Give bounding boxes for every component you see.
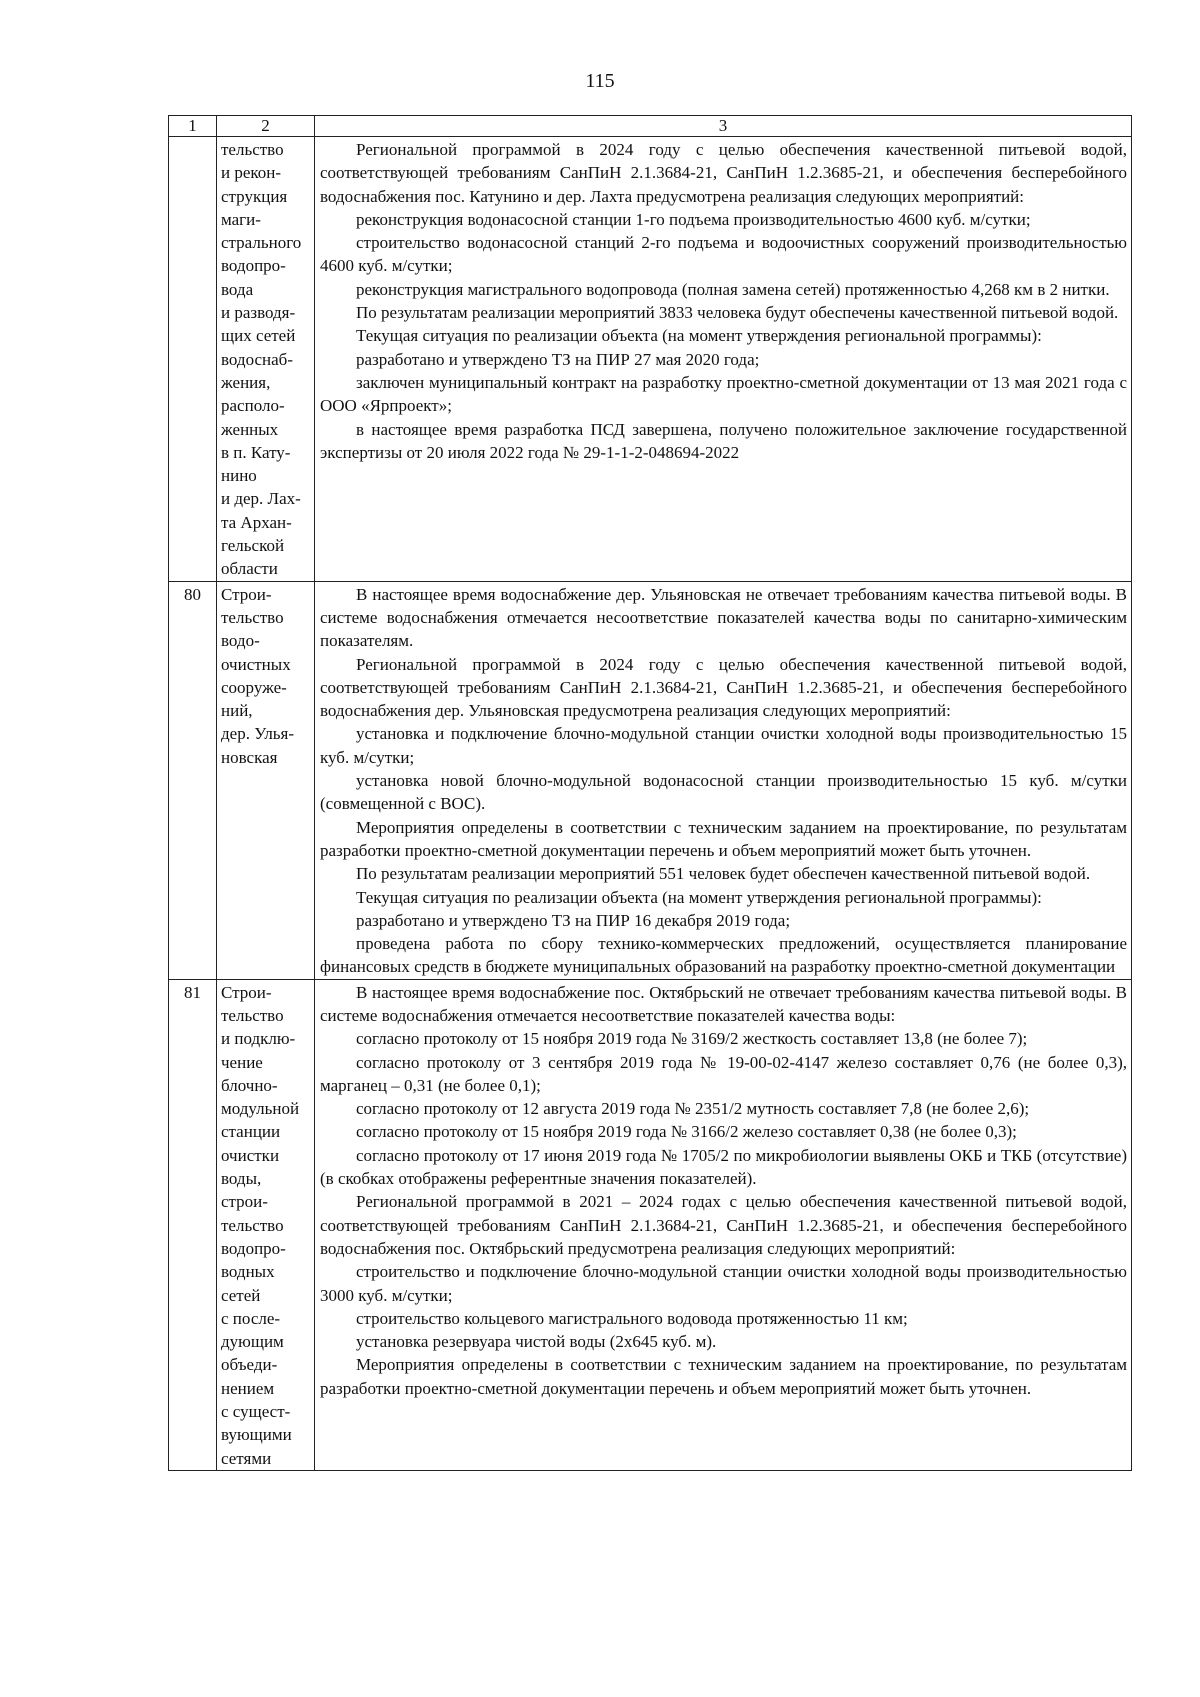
object-name-line: тельство (221, 1215, 284, 1235)
description-paragraph: Мероприятия определены в соответствии с техническим заданием на проектирование, по результатам разработки проектно-сметной документации перечень и объем мероприятий может быть уточнен. (320, 817, 1127, 860)
object-name-line: нино (221, 466, 257, 486)
description-paragraph: согласно протоколу от 17 июня 2019 года № 1705/2 по микробиологии выявлены ОКБ и ТКБ (отсутствие) (в скобках отображены референтные значения показателей). (320, 1145, 1127, 1189)
description-paragraph: Текущая ситуация по реализации объекта (на момент утверждения региональной программы): (356, 326, 1042, 346)
description-paragraph: проведена работа по сбору технико-коммерческих предложений, осуществляется планирование финансовых средств в бюджете муниципальных образований на разработку проектно-сметной документации (320, 934, 1127, 977)
description-paragraph: По результатам реализации мероприятий 3833 человека будут обеспечены качественной питьевой водой. (356, 303, 1119, 323)
object-name-line: и подклю- (221, 1029, 296, 1049)
description-paragraph: По результатам реализации мероприятий 551 человек будет обеспечен качественной питьевой водой. (356, 864, 1091, 884)
object-name-line: сетями (221, 1448, 272, 1468)
description-paragraph: В настоящее время водоснабжение дер. Ульяновская не отвечает требованиям качества питьевой воды. В системе водоснабжения отмечается несоответствие показателей качества воды по санитарно-химическим показателям. (320, 584, 1127, 651)
description-paragraph: строительство водонасосной станций 2-го подъема и водоочистных сооружений производительностью 4600 куб. м/сутки; (320, 233, 1127, 276)
object-name-line: нением (221, 1378, 275, 1398)
object-name-cell (217, 581, 315, 979)
description-paragraph: строительство кольцевого магистрального водовода протяженностью 11 км; (356, 1308, 908, 1328)
description-paragraph: установка и подключение блочно-модульной станции очистки холодной воды производительностью 15 куб. м/сутки; (320, 724, 1127, 767)
object-name-line: и дер. Лах- (221, 489, 301, 509)
description-paragraph: Текущая ситуация по реализации объекта (на момент утверждения региональной программы): (356, 887, 1042, 907)
object-name-line: области (221, 559, 278, 579)
table-body (169, 137, 1132, 1471)
object-name-line: сетей (221, 1285, 261, 1305)
object-name-line: дер. Улья- (221, 724, 295, 744)
object-name-line: тельство (221, 607, 284, 627)
header-col-2: 2 (217, 116, 315, 137)
description-paragraph: Региональной программой в 2024 году с целью обеспечения качественной питьевой водой, соответствующей требованиям СанПиН 2.1.3684-21, СанПиН 1.2.3685-21, и обеспечения бесперебойного водоснабжения пос. Катунино и дер. Лахта предусмотрена реализация следующих мероприятий: (320, 140, 1127, 206)
description-paragraph: заключен муниципальный контракт на разработку проектно-сметной документации от 13 мая 2021 года с ООО «Ярпроект»; (320, 372, 1127, 416)
row-number (169, 137, 217, 582)
object-name-line: вода (221, 279, 254, 299)
object-name-line: водоснаб- (221, 349, 293, 369)
object-name-line: тельство (221, 140, 284, 159)
object-name-line: Строи- (221, 982, 272, 1002)
description-paragraph: разработано и утверждено ТЗ на ПИР 27 мая 2020 года; (356, 349, 760, 369)
description-paragraph: установка новой блочно-модульной водонасосной станции производительностью 15 куб. м/сутки (совмещенной с ВОС). (320, 771, 1127, 814)
object-name-line: станции (221, 1122, 281, 1142)
object-name-line: воды, (221, 1169, 262, 1189)
description-paragraph: согласно протоколу от 15 ноября 2019 года № 3169/2 жесткость составляет 13,8 (не более 7); (356, 1029, 1028, 1049)
object-name-line: строи- (221, 1192, 268, 1212)
description-paragraph: Мероприятия определены в соответствии с техническим заданием на проектирование, по результатам разработки проектно-сметной документации перечень и объем мероприятий может быть уточнен. (320, 1355, 1127, 1398)
description-paragraph: согласно протоколу от 12 августа 2019 года № 2351/2 мутность составляет 7,8 (не более 2,6); (356, 1099, 1030, 1119)
object-name-line: дующим (221, 1332, 284, 1352)
object-name-line: и рекон- (221, 163, 282, 183)
object-name-line: очистки (221, 1145, 280, 1165)
object-name-line: водных (221, 1262, 275, 1282)
description-cell (315, 137, 1132, 582)
object-name-line: тельство (221, 1005, 284, 1025)
object-name-line: располо- (221, 396, 285, 416)
object-name-cell (217, 137, 315, 582)
object-name-line: сооруже- (221, 677, 287, 697)
object-name-line: водопро- (221, 1238, 286, 1258)
description-paragraph: согласно протоколу от 15 ноября 2019 года № 3166/2 железо составляет 0,38 (не более 0,3); (356, 1122, 1017, 1142)
object-name-line: чение (221, 1052, 263, 1072)
object-name-line: с после- (221, 1308, 281, 1328)
object-name-line: ний, (221, 701, 253, 721)
header-col-3: 3 (315, 116, 1132, 137)
object-name-line: водо- (221, 631, 260, 651)
table-row (169, 979, 1132, 1470)
object-name-line: Строи- (221, 584, 272, 604)
object-name-line: водопро- (221, 256, 286, 276)
object-name-line: с сущест- (221, 1402, 291, 1422)
header-col-1: 1 (169, 116, 217, 137)
object-name-line: блочно- (221, 1075, 278, 1095)
object-name-line: в п. Кату- (221, 442, 291, 462)
object-name-line: женных (221, 419, 279, 439)
object-name-line: маги- (221, 209, 261, 229)
description-paragraph: в настоящее время разработка ПСД завершена, получено положительное заключение государственной экспертизы от 20 июля 2022 года № 29-1-1-2-048694-2022 (320, 419, 1127, 462)
object-name-line: жения, (221, 372, 271, 392)
object-name-line: стрального (221, 233, 302, 253)
row-number: 80 (169, 581, 217, 979)
object-name-line: модульной (221, 1099, 300, 1119)
object-name-line: объеди- (221, 1355, 278, 1375)
description-cell (315, 581, 1132, 979)
description-paragraph: Региональной программой в 2024 году с целью обеспечения качественной питьевой водой, соответствующей требованиям СанПиН 2.1.3684-21, СанПиН 1.2.3685-21, и обеспечения бесперебойного водоснабжения дер. Ульяновская предусмотрена реализация следующих мероприятий: (320, 654, 1127, 721)
page-number: 115 (585, 70, 615, 92)
object-name-line: очистных (221, 654, 291, 674)
object-name-line: струкция (221, 186, 288, 206)
description-paragraph: установка резервуара чистой воды (2х645 куб. м). (356, 1332, 717, 1352)
description-paragraph: согласно протоколу от 3 сентября 2019 года № 19-00-02-4147 железо составляет 0,76 (не более 0,3), марганец – 0,31 (не более 0,1); (320, 1052, 1127, 1095)
description-paragraph: Региональной программой в 2021 – 2024 годах с целью обеспечения качественной питьевой водой, соответствующей требованиям СанПиН 2.1.3684-21, СанПиН 1.2.3685-21, и обеспечения бесперебойного водоснабжения пос. Октябрьский предусмотрена реализация следующих мероприятий: (320, 1192, 1127, 1258)
description-paragraph: строительство и подключение блочно-модульной станции очистки холодной воды производительностью 3000 куб. м/сутки; (320, 1262, 1127, 1305)
description-paragraph: реконструкция магистрального водопровода (полная замена сетей) протяженностью 4,268 км в 2 нитки. (356, 279, 1110, 299)
table-row (169, 581, 1132, 979)
measures-table (168, 115, 1132, 1471)
description-paragraph: В настоящее время водоснабжение пос. Октябрьский не отвечает требованиям качества питьевой воды. В системе водоснабжения отмечается несоответствие показателей качества воды: (320, 982, 1127, 1025)
object-name-line: новская (221, 747, 278, 767)
description-paragraph: разработано и утверждено ТЗ на ПИР 16 декабря 2019 года; (356, 910, 791, 930)
object-name-cell (217, 979, 315, 1470)
object-name-line: гельской (221, 536, 285, 556)
object-name-line: та Архан- (221, 512, 292, 532)
object-name-line: и разводя- (221, 303, 296, 323)
row-number: 81 (169, 979, 217, 1470)
description-paragraph: реконструкция водонасосной станции 1-го подъема производительностью 4600 куб. м/сутки; (356, 209, 1031, 229)
description-cell (315, 979, 1132, 1470)
object-name-line: вующими (221, 1425, 292, 1445)
object-name-line: щих сетей (221, 326, 296, 346)
table-header-row (169, 116, 1132, 137)
table-row (169, 137, 1132, 582)
